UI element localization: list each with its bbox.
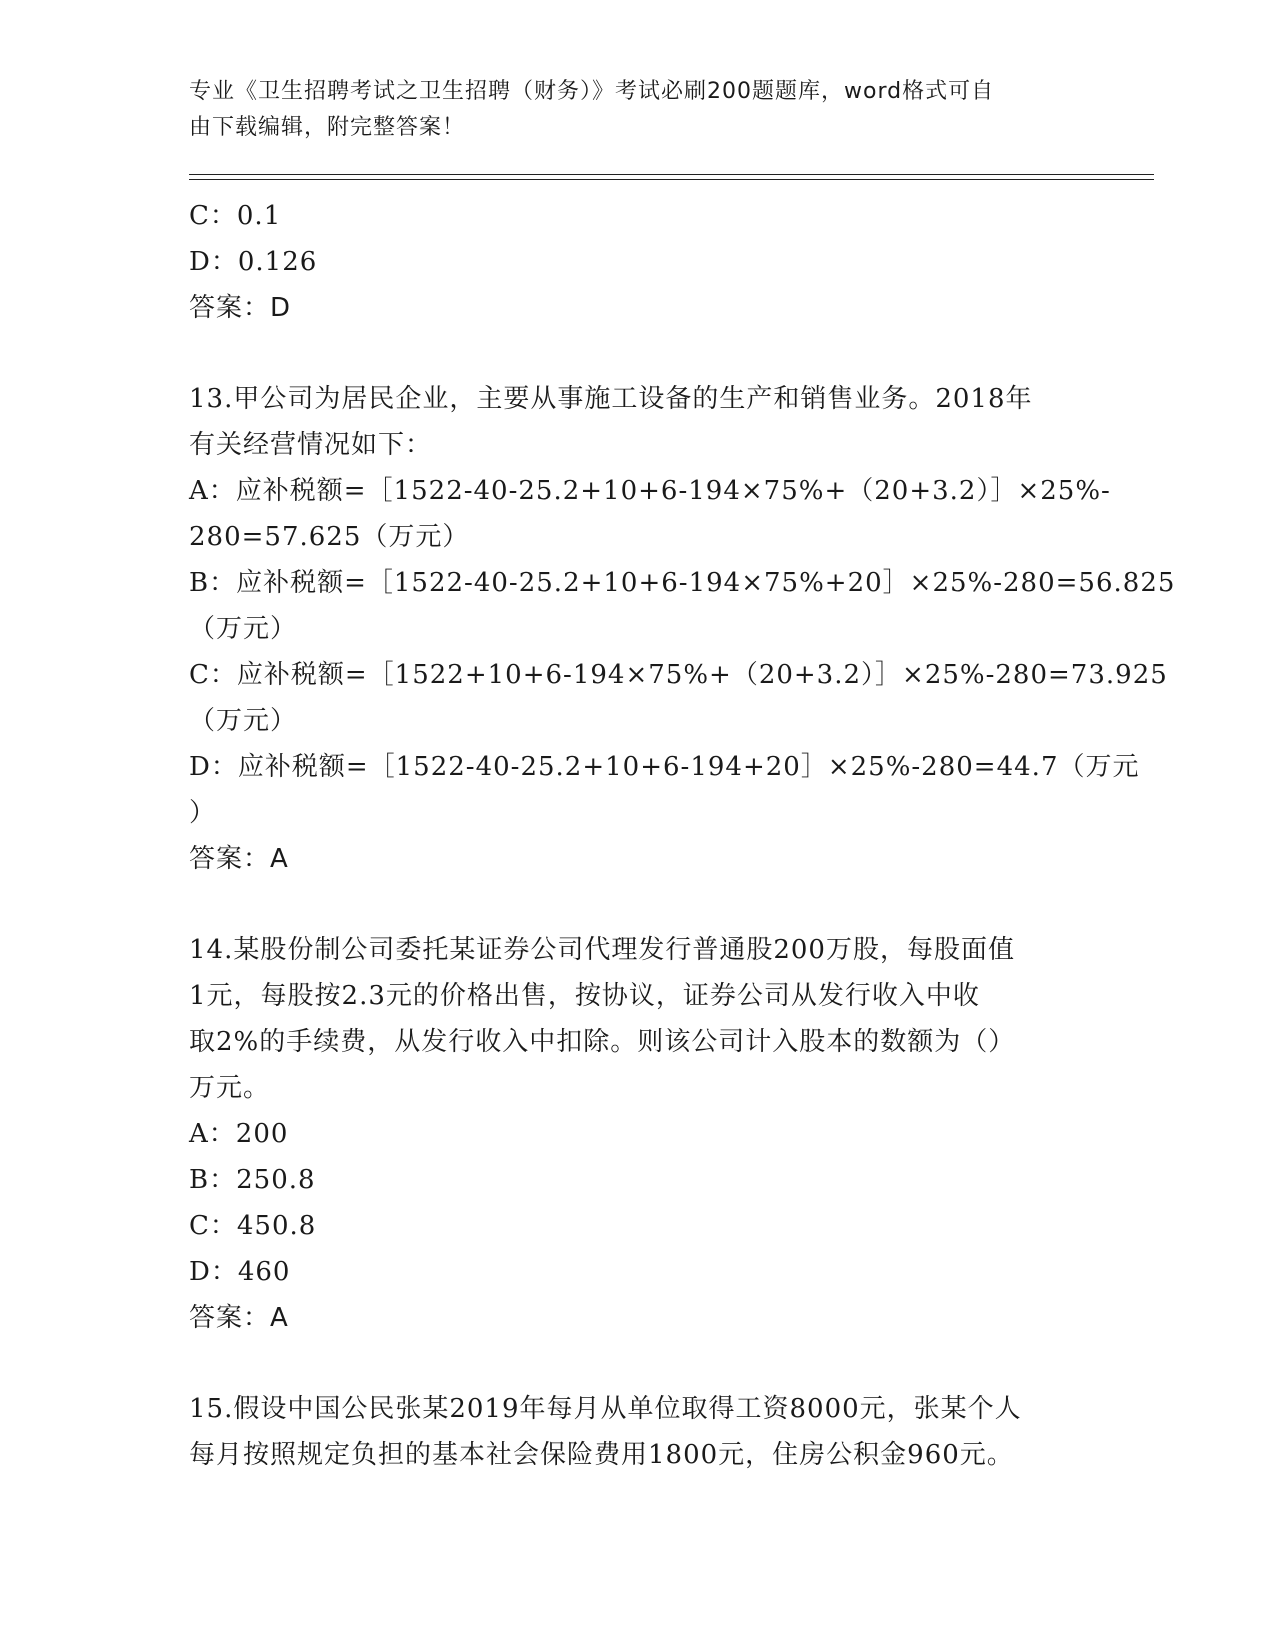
header-line-2: 由下载编辑，附完整答案！ [189,115,466,140]
answer-line: 答案：D [189,293,292,323]
option-a-continued: 280=57.625（万元） [189,522,470,552]
spacer [189,331,1089,376]
header-line-1: 专业《卫生招聘考试之卫生招聘（财务）》考试必刷200题题库，word格式可自 [189,79,995,104]
option-d: D：应补税额=［1522-40-25.2+10+6-194+20］×25%-280=44.7（万元 [189,752,1140,782]
question-14 [189,927,1089,1341]
option-c: C：0.1 [189,201,282,231]
option-c-continued: （万元） [189,706,298,736]
question-stem-line: 万元。 [189,1073,271,1103]
answer-line: 答案：A [189,844,289,874]
question-stem-line: 15.假设中国公民张某2019年每月从单位取得工资8000元，张某个人 [189,1394,1022,1424]
question-stem-line: 每月按照规定负担的基本社会保险费用1800元，住房公积金960元。 [189,1440,1014,1470]
option-d: D：0.126 [189,247,318,277]
header-rule-bottom [189,179,1154,180]
header-rule-top [189,174,1154,175]
spacer [189,1341,1089,1386]
question-13 [189,376,1176,882]
document-body [189,193,1176,1478]
option-b-continued: （万元） [189,614,298,644]
option-d: D：460 [189,1257,291,1287]
option-d-continued: ） [189,798,217,828]
option-c: C：450.8 [189,1211,317,1241]
option-a: A：应补税额=［1522-40-25.2+10+6-194×75%+（20+3.2）］×25%- [189,476,1111,506]
option-b: B：250.8 [189,1165,316,1195]
question-stem-line: 有关经营情况如下： [189,430,433,460]
question-stem-line: 13.甲公司为居民企业，主要从事施工设备的生产和销售业务。2018年 [189,384,1033,414]
option-c: C：应补税额=［1522+10+6-194×75%+（20+3.2）］×25%-280=73.925 [189,660,1168,690]
spacer [189,882,1089,927]
question-stem-line: 取2%的手续费，从发行收入中扣除。则该公司计入股本的数额为（） [189,1027,1016,1057]
question-15 [189,1386,1089,1478]
previous-question [189,193,1089,331]
option-b: B：应补税额=［1522-40-25.2+10+6-194×75%+20］×25%-280=56.825 [189,568,1176,598]
question-stem-line: 1元，每股按2.3元的价格出售，按协议，证券公司从发行收入中收 [189,981,980,1011]
document-header [189,74,1069,146]
answer-line: 答案：A [189,1303,289,1333]
option-a: A：200 [189,1119,289,1149]
question-stem-line: 14.某股份制公司委托某证券公司代理发行普通股200万股，每股面值 [189,935,1015,965]
